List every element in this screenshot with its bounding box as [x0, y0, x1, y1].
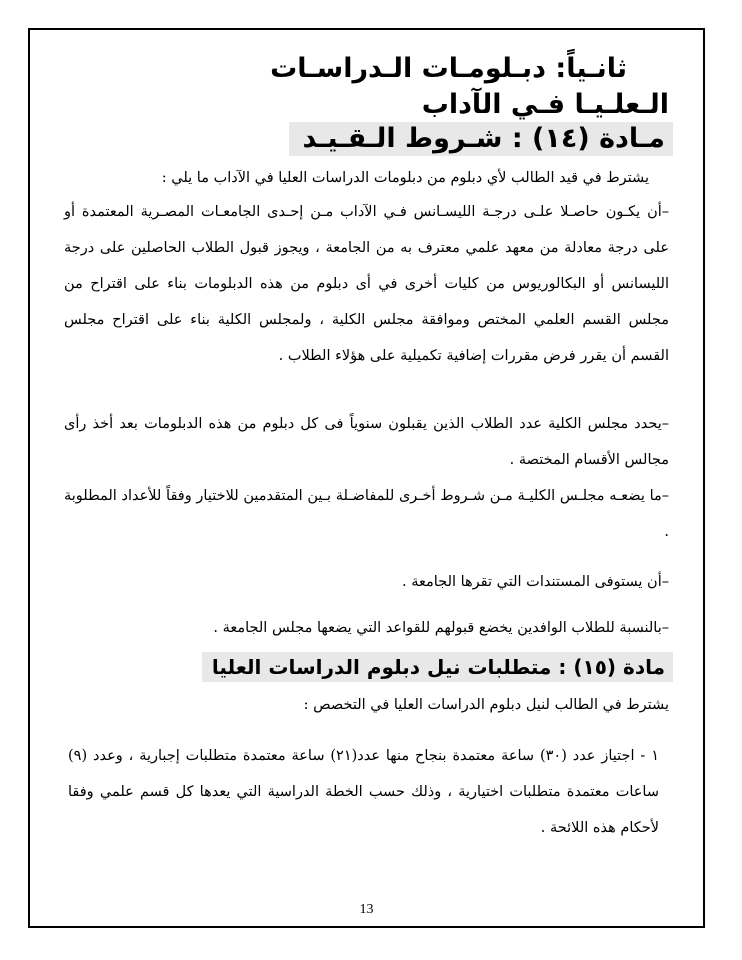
article-14-title: مـادة (١٤) : شـروط الـقـيـد [289, 122, 673, 156]
article-14-item: –يحدد مجلس الكلية عدد الطلاب الذين يقبلون سنوياً فى كل دبلوم من هذه الدبلومات بعد أخذ رأى مجالس الأقسام المختصة . [64, 416, 669, 468]
section-heading-line2: الـعلـيـا فـي الآداب [421, 89, 669, 120]
article-14-item: –ما يضعـه مجلـس الكليـة مـن شـروط أخـرى للمفاضـلة بـين المتقدمين للاختيار وفقاً للأعداد المطلوبة . [64, 488, 669, 540]
page-number: 13 [359, 902, 374, 917]
article-15-title: مادة (١٥) : متطلبات نيل دبلوم الدراسات العليا [202, 652, 673, 682]
article-15-item: ١ - اجتياز عدد (٣٠) ساعة معتمدة بنجاح منها عدد(٢١) ساعة معتمدة متطلبات إجبارية ، وعدد (٩) ساعات معتمدة متطلبات اختيارية ، وذلك حسب الخطة الدراسية التي يعدها كل قسم علمي وفقا لأحكام هذه اللائحة . [68, 748, 659, 836]
article-15-intro: يشترط في الطالب لنيل دبلوم الدراسات العليا في التخصص : [303, 697, 669, 713]
page-frame [28, 28, 705, 928]
article-14-item: –أن يكـون حاصـلا علـى درجـة الليسـانس فـي الآداب مـن إحـدى الجامعـات المصـرية المعتمدة أو على درجة معادلة من معهد علمي معترف به من الجامعة ، ويجوز قبول الطلاب الحاصلين على درجة الليسانس أو البكالوريوس من كليات أخرى في أى دبلوم من هذه الدبلومات بناء على اقتراح من مجلس القسم العلمي المختص وموافقة مجلس الكلية ، ولمجلس الكلية بناء على اقتراح مجلس القسم أن يقرر فرض مقررات إضافية تكميلية على هؤلاء الطلاب . [64, 204, 669, 364]
article-14-intro: يشترط في قيد الطالب لأي دبلوم من دبلومات الدراسات العليا في الآداب ما يلي : [161, 170, 649, 186]
article-14-item: –بالنسبة للطلاب الوافدين يخضع قبولهم للقواعد التي يضعها مجلس الجامعة . [213, 620, 669, 636]
article-14-item: –أن يستوفى المستندات التي تقرها الجامعة . [402, 574, 669, 590]
section-heading-line1: ثانـياً: دبـلومـات الـدراسـات [270, 53, 627, 84]
